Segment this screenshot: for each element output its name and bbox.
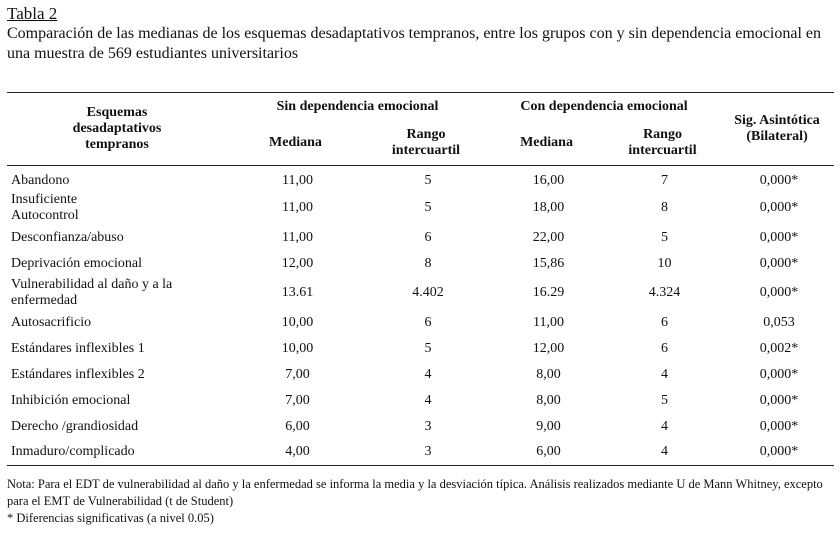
with-iqr: 6 — [661, 314, 669, 330]
with-median: 22,00 — [532, 229, 565, 245]
with-median: 16,00 — [532, 172, 565, 188]
table-row — [7, 277, 834, 310]
with-median: 9,00 — [536, 418, 561, 434]
with-median: 8,00 — [536, 392, 561, 408]
with-iqr: 4.324 — [648, 285, 681, 300]
table-row — [7, 225, 834, 251]
with-median: 15,86 — [532, 255, 565, 271]
with-median: 18,00 — [532, 200, 565, 215]
significance: 0,053 — [763, 314, 795, 330]
scheme-name: Abandono — [11, 172, 70, 188]
header-group-without: Sin dependencia emocional — [276, 99, 439, 114]
significance: 0,000* — [759, 444, 799, 460]
without-iqr: 5 — [424, 200, 432, 215]
with-iqr: 5 — [661, 229, 669, 245]
without-median: 7,00 — [285, 392, 310, 408]
header-with-median: Mediana — [520, 135, 573, 150]
significance: 0,000* — [759, 255, 799, 271]
significance: 0,000* — [759, 172, 799, 188]
without-median: 7,00 — [285, 366, 310, 382]
without-median: 10,00 — [281, 314, 314, 330]
scheme-name: Desconfianza/abuso — [11, 229, 124, 245]
significance: 0,002* — [759, 340, 799, 356]
data-table-container — [7, 92, 834, 466]
with-median: 12,00 — [532, 340, 565, 356]
note-significance: * Diferencias significativas (a nivel 0.05) — [7, 511, 214, 525]
without-median: 11,00 — [282, 229, 313, 245]
schemes-comparison-table — [7, 92, 834, 466]
header-significance: Sig. Asintótica (Bilateral) — [720, 93, 834, 166]
table-row — [7, 336, 834, 362]
table-caption — [7, 4, 837, 64]
significance: 0,000* — [759, 392, 799, 408]
with-median: 16.29 — [532, 285, 565, 300]
scheme-name: Derecho /grandiosidad — [11, 418, 139, 434]
scheme-name: Deprivación emocional — [11, 255, 143, 271]
with-iqr: 4 — [661, 444, 669, 460]
without-median: 10,00 — [281, 340, 314, 356]
significance: 0,000* — [759, 366, 799, 382]
scheme-name: Inhibición emocional — [11, 392, 131, 408]
without-median: 13.61 — [281, 285, 314, 300]
without-median: 11,00 — [282, 200, 313, 215]
table-row — [7, 388, 834, 414]
without-iqr: 8 — [424, 255, 432, 271]
with-iqr: 7 — [661, 172, 669, 188]
scheme-name: Inmaduro/complicado — [11, 444, 135, 460]
header-without-iqr: Rango intercuartil — [391, 127, 461, 158]
without-iqr: 4 — [424, 366, 432, 382]
without-median: 6,00 — [285, 418, 310, 434]
with-median: 8,00 — [536, 366, 561, 382]
scheme-name: Estándares inflexibles 1 — [11, 340, 145, 356]
table-row — [7, 310, 834, 336]
table-row — [7, 251, 834, 277]
with-iqr: 8 — [661, 200, 669, 215]
table-row — [7, 362, 834, 388]
with-median: 6,00 — [536, 444, 561, 460]
table-notes — [7, 476, 837, 527]
significance: 0,000* — [759, 229, 799, 245]
scheme-name: Estándares inflexibles 2 — [11, 366, 145, 382]
header-schemes: Esquemas desadaptativos tempranos — [7, 93, 227, 166]
without-iqr: 6 — [424, 314, 432, 330]
without-median: 12,00 — [281, 255, 314, 271]
note-method: Nota: Para el EDT de vulnerabilidad al daño y la enfermedad se informa la media y la desviación típica. Análisis realizados mediante U de Mann Whitney, excepto para el EMT de Vulnerabilidad (t de Student) — [7, 477, 823, 508]
with-iqr: 10 — [657, 255, 672, 271]
without-iqr: 4.402 — [412, 285, 444, 300]
significance: 0,000* — [759, 200, 799, 215]
with-iqr: 4 — [661, 366, 669, 382]
table-title: Comparación de las medianas de los esquemas desadaptativos tempranos, entre los grupos con y sin dependencia emocional en una muestra de 569 estudiantes universitarios — [7, 25, 821, 62]
header-with-iqr: Rango intercuartil — [628, 127, 697, 158]
scheme-name: Autosacrificio — [11, 314, 92, 330]
without-iqr: 5 — [424, 340, 432, 356]
with-median: 11,00 — [533, 314, 564, 330]
table-row — [7, 192, 834, 225]
header-group-with: Con dependencia emocional — [520, 99, 688, 114]
significance: 0,000* — [759, 418, 799, 434]
without-iqr: 3 — [424, 418, 432, 434]
without-iqr: 6 — [424, 229, 432, 245]
header-without-median: Mediana — [269, 135, 322, 150]
without-iqr: 4 — [424, 392, 432, 408]
with-iqr: 5 — [661, 392, 669, 408]
without-median: 11,00 — [282, 172, 313, 188]
scheme-name: Insuficiente Autocontrol — [11, 192, 79, 223]
without-median: 4,00 — [285, 444, 310, 460]
with-iqr: 4 — [661, 418, 669, 434]
table-row — [7, 166, 834, 192]
without-iqr: 3 — [424, 444, 432, 460]
table-row — [7, 414, 834, 440]
table-row — [7, 440, 834, 466]
significance: 0,000* — [759, 285, 799, 300]
table-label: Tabla 2 — [7, 4, 58, 23]
with-iqr: 6 — [661, 340, 669, 356]
without-iqr: 5 — [424, 172, 432, 188]
scheme-name: Vulnerabilidad al daño y a la enfermedad — [11, 277, 173, 308]
